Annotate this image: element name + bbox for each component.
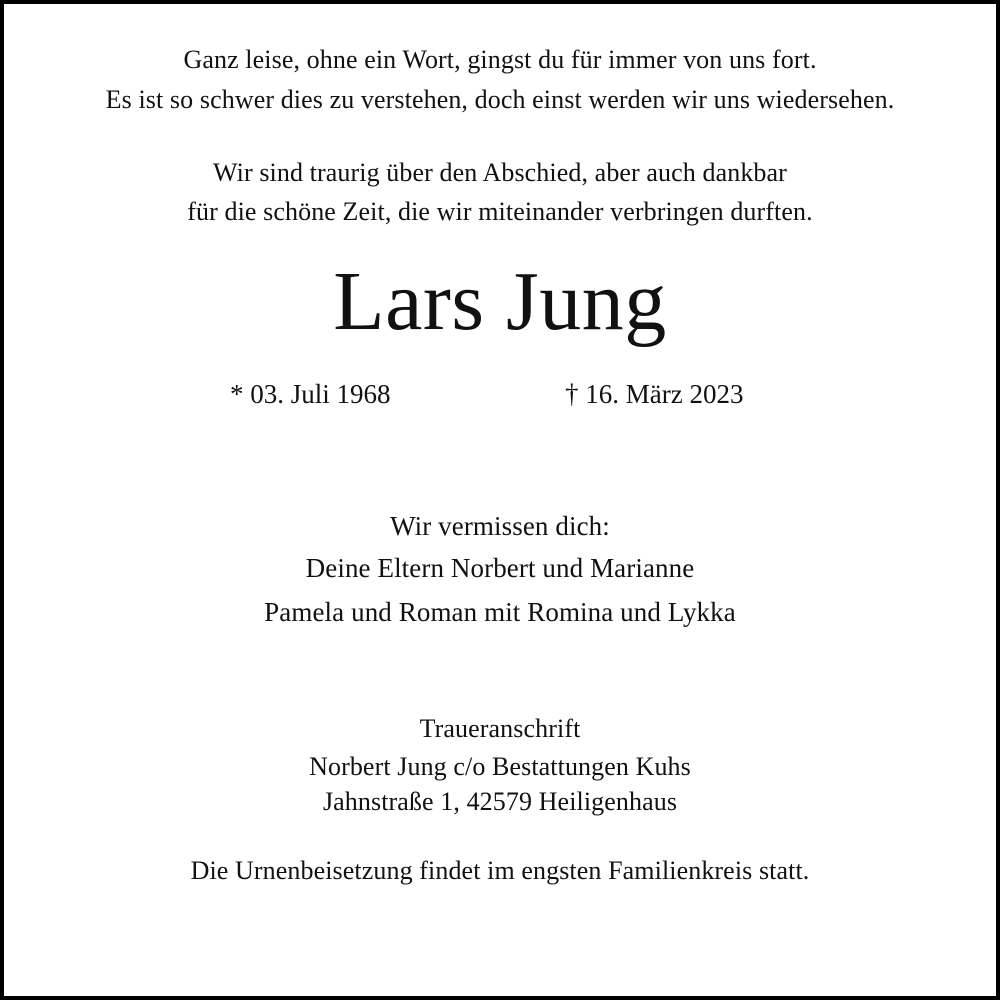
mourners-line-1: Deine Eltern Norbert und Marianne <box>305 553 695 583</box>
verse-1-line-1: Ganz leise, ohne ein Wort, gingst du für immer von uns fort. <box>183 45 817 74</box>
address-line-2: Jahnstraße 1, 42579 Heiligenhaus <box>322 787 678 816</box>
verse-1-line-2: Es ist so schwer dies zu verstehen, doch einst werden wir uns wiedersehen. <box>105 85 895 114</box>
address-heading: Traueranschrift <box>419 714 581 743</box>
verse-2-line-1: Wir sind traurig über den Abschied, aber auch dankbar <box>213 158 787 187</box>
birth-date: * 03. Juli 1968 <box>230 379 391 409</box>
burial-notice: Die Urnenbeisetzung findet im engsten Familienkreis statt. <box>190 856 810 885</box>
death-date: † 16. März 2023 <box>565 379 744 409</box>
deceased-name: Lars Jung <box>333 255 667 348</box>
verse-2-line-2: für die schöne Zeit, die wir miteinander verbringen durften. <box>187 197 813 226</box>
address-line-1: Norbert Jung c/o Bestattungen Kuhs <box>309 752 691 781</box>
mourners-intro: Wir vermissen dich: <box>390 511 610 541</box>
mourners-line-2: Pamela und Roman mit Romina und Lykka <box>264 597 736 627</box>
